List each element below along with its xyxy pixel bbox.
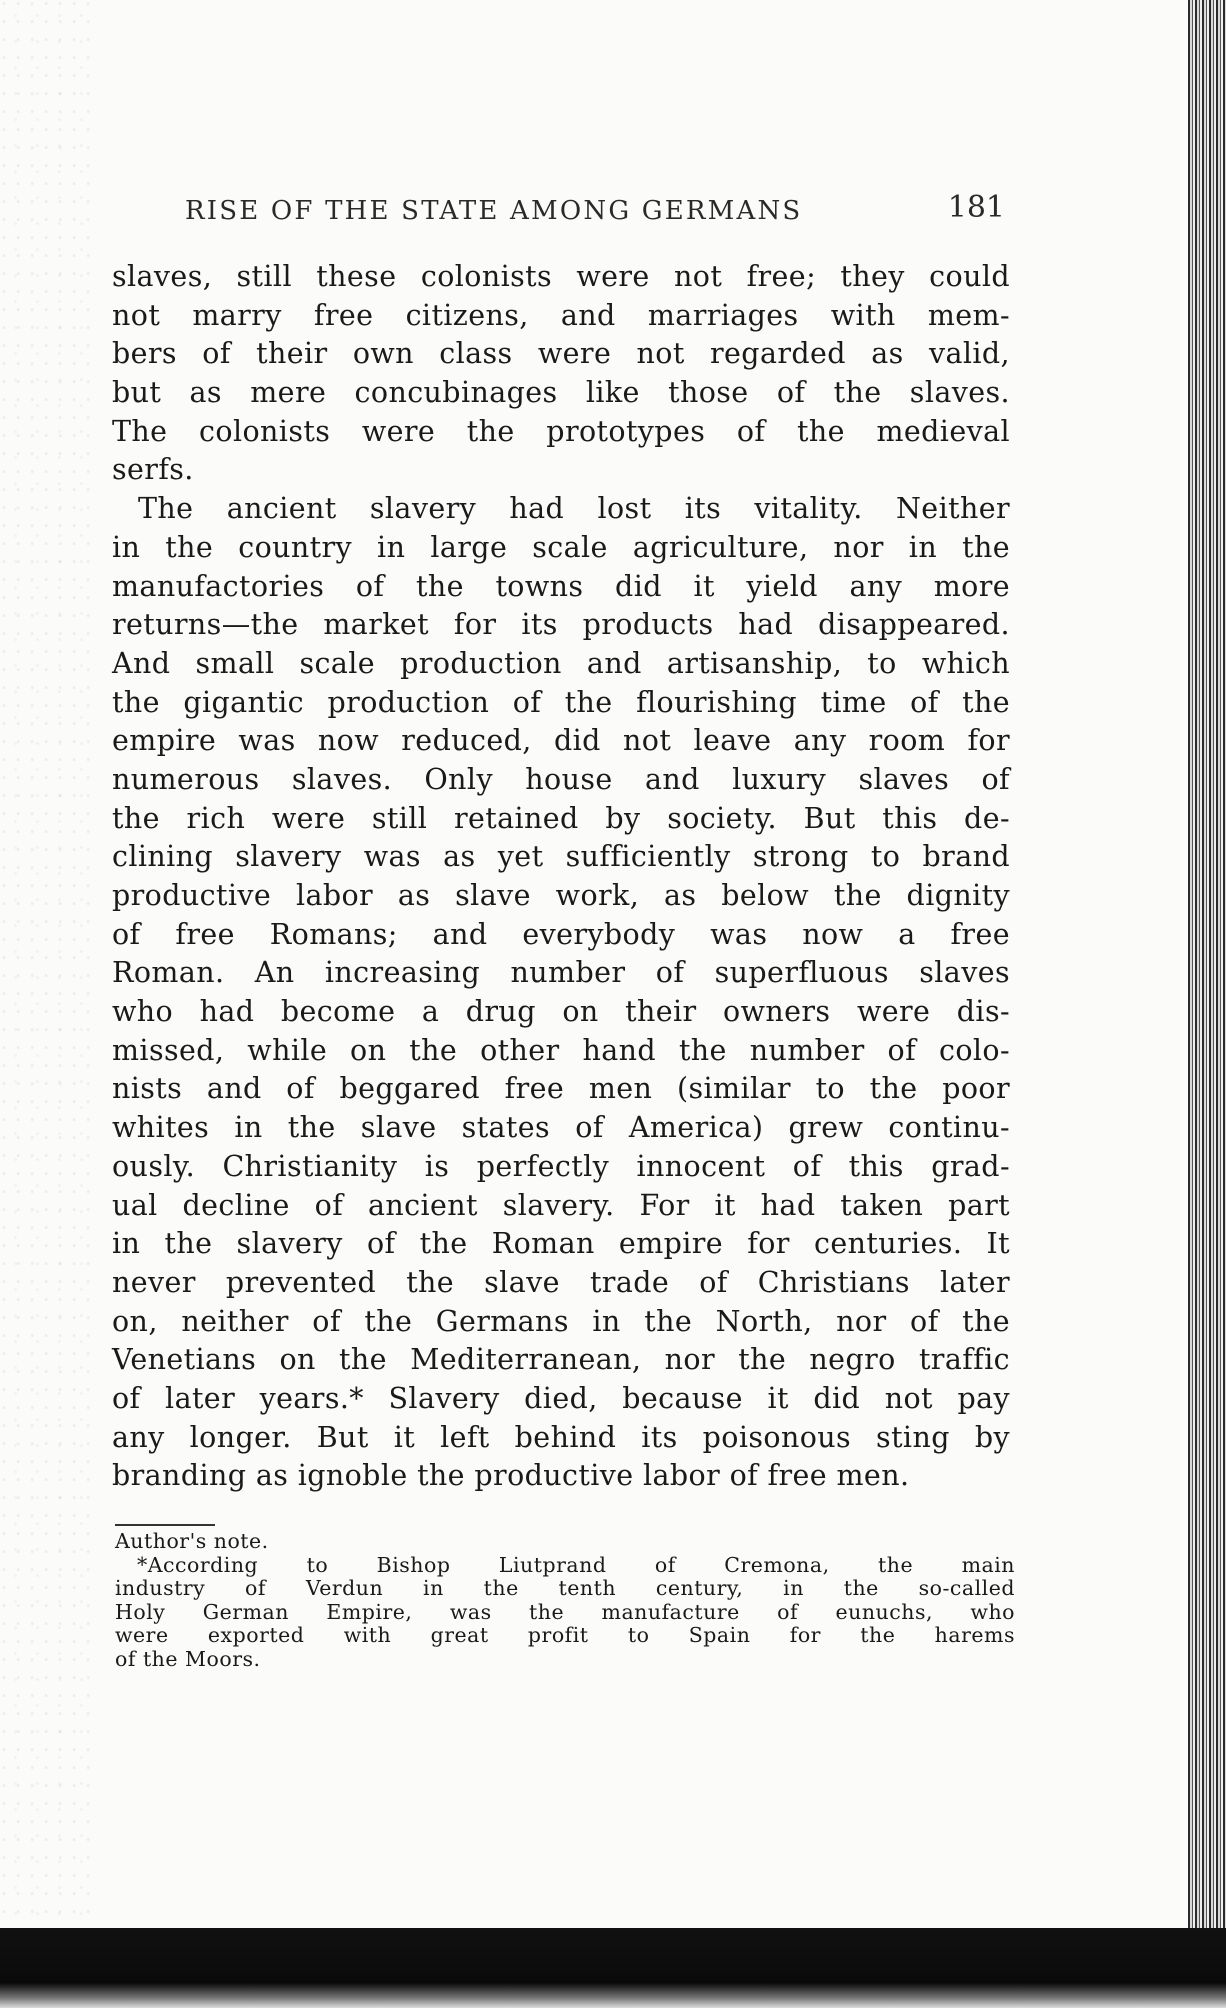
- footnote-divider: [115, 1524, 215, 1526]
- text-line: clining slavery was as yet sufficiently strong to brand: [112, 840, 1010, 874]
- footnote-label: Author's note.: [115, 1529, 269, 1553]
- footnote-line: were exported with great profit to Spain for the harems: [115, 1623, 1015, 1647]
- text-line: never prevented the slave trade of Christians later: [112, 1265, 1010, 1299]
- text-line: Roman. An increasing number of superfluous slaves: [112, 956, 1010, 990]
- text-line: but as mere concubinages like those of the slaves.: [112, 376, 1010, 410]
- footnote-line: Holy German Empire, was the manufacture of eunuchs, who: [115, 1599, 1015, 1624]
- text-line: on, neither of the Germans in the North, nor of the: [112, 1304, 1010, 1338]
- binding-edge: [1188, 0, 1226, 1930]
- text-line: empire was now reduced, did not leave any room for: [112, 724, 1010, 758]
- text-line: ual decline of ancient slavery. For it had taken part: [112, 1188, 1010, 1222]
- text-line: who had become a drug on their owners were dis-: [112, 995, 1010, 1029]
- text-line: manufactories of the towns did it yield any more: [112, 569, 1010, 603]
- text-line: returns—the market for its products had disappeared.: [112, 608, 1010, 642]
- text-line: the rich were still retained by society. But this de-: [112, 801, 1010, 835]
- page-number: 181: [947, 190, 1005, 225]
- body-text: [112, 258, 1010, 1496]
- text-line: any longer. But it left behind its poisonous sting by: [112, 1420, 1010, 1454]
- footnote-line: of the Moors.: [115, 1646, 261, 1671]
- text-line: nists and of beggared free men (similar to the poor: [112, 1072, 1010, 1106]
- page-edge-speckle: [0, 0, 100, 1930]
- running-title: RISE OF THE STATE AMONG GERMANS: [185, 196, 803, 226]
- text-line: The colonists were the prototypes of the medieval: [112, 414, 1010, 448]
- text-line: productive labor as slave work, as below the dignity: [112, 879, 1010, 912]
- text-line: branding as ignoble the productive labor of free men.: [112, 1459, 910, 1493]
- running-head: [185, 190, 1005, 230]
- text-line: numerous slaves. Only house and luxury slaves of: [112, 762, 1010, 796]
- text-line: ously. Christianity is perfectly innocent of this grad-: [112, 1149, 1010, 1183]
- text-line: missed, while on the other hand the number of colo-: [112, 1033, 1010, 1067]
- text-line: of later years.* Slavery died, because it did not pay: [112, 1381, 1010, 1415]
- footnote-line: industry of Verdun in the tenth century, in the so-called: [115, 1576, 1015, 1600]
- text-line: not marry free citizens, and marriages with mem-: [112, 298, 1010, 332]
- text-line: And small scale production and artisanship, to which: [112, 646, 1010, 680]
- text-line: slaves, still these colonists were not free; they could: [112, 260, 1010, 293]
- text-line: The ancient slavery had lost its vitality. Neither: [138, 492, 1010, 526]
- text-line: bers of their own class were not regarded as valid,: [112, 337, 1010, 371]
- footnote-line: *According to Bishop Liutprand of Cremona, the main: [137, 1552, 1015, 1577]
- text-line: whites in the slave states of America) grew continu-: [112, 1111, 1010, 1145]
- text-line: the gigantic production of the flourishing time of the: [112, 685, 1010, 719]
- footnote: [115, 1530, 1015, 1671]
- text-line: serfs.: [112, 453, 194, 487]
- text-line: in the slavery of the Roman empire for centuries. It: [112, 1227, 1010, 1261]
- scan-bottom-edge: [0, 1928, 1226, 2008]
- text-line: in the country in large scale agriculture, nor in the: [112, 530, 1010, 564]
- text-line: Venetians on the Mediterranean, nor the negro traffic: [112, 1343, 1010, 1377]
- text-line: of free Romans; and everybody was now a free: [112, 917, 1010, 951]
